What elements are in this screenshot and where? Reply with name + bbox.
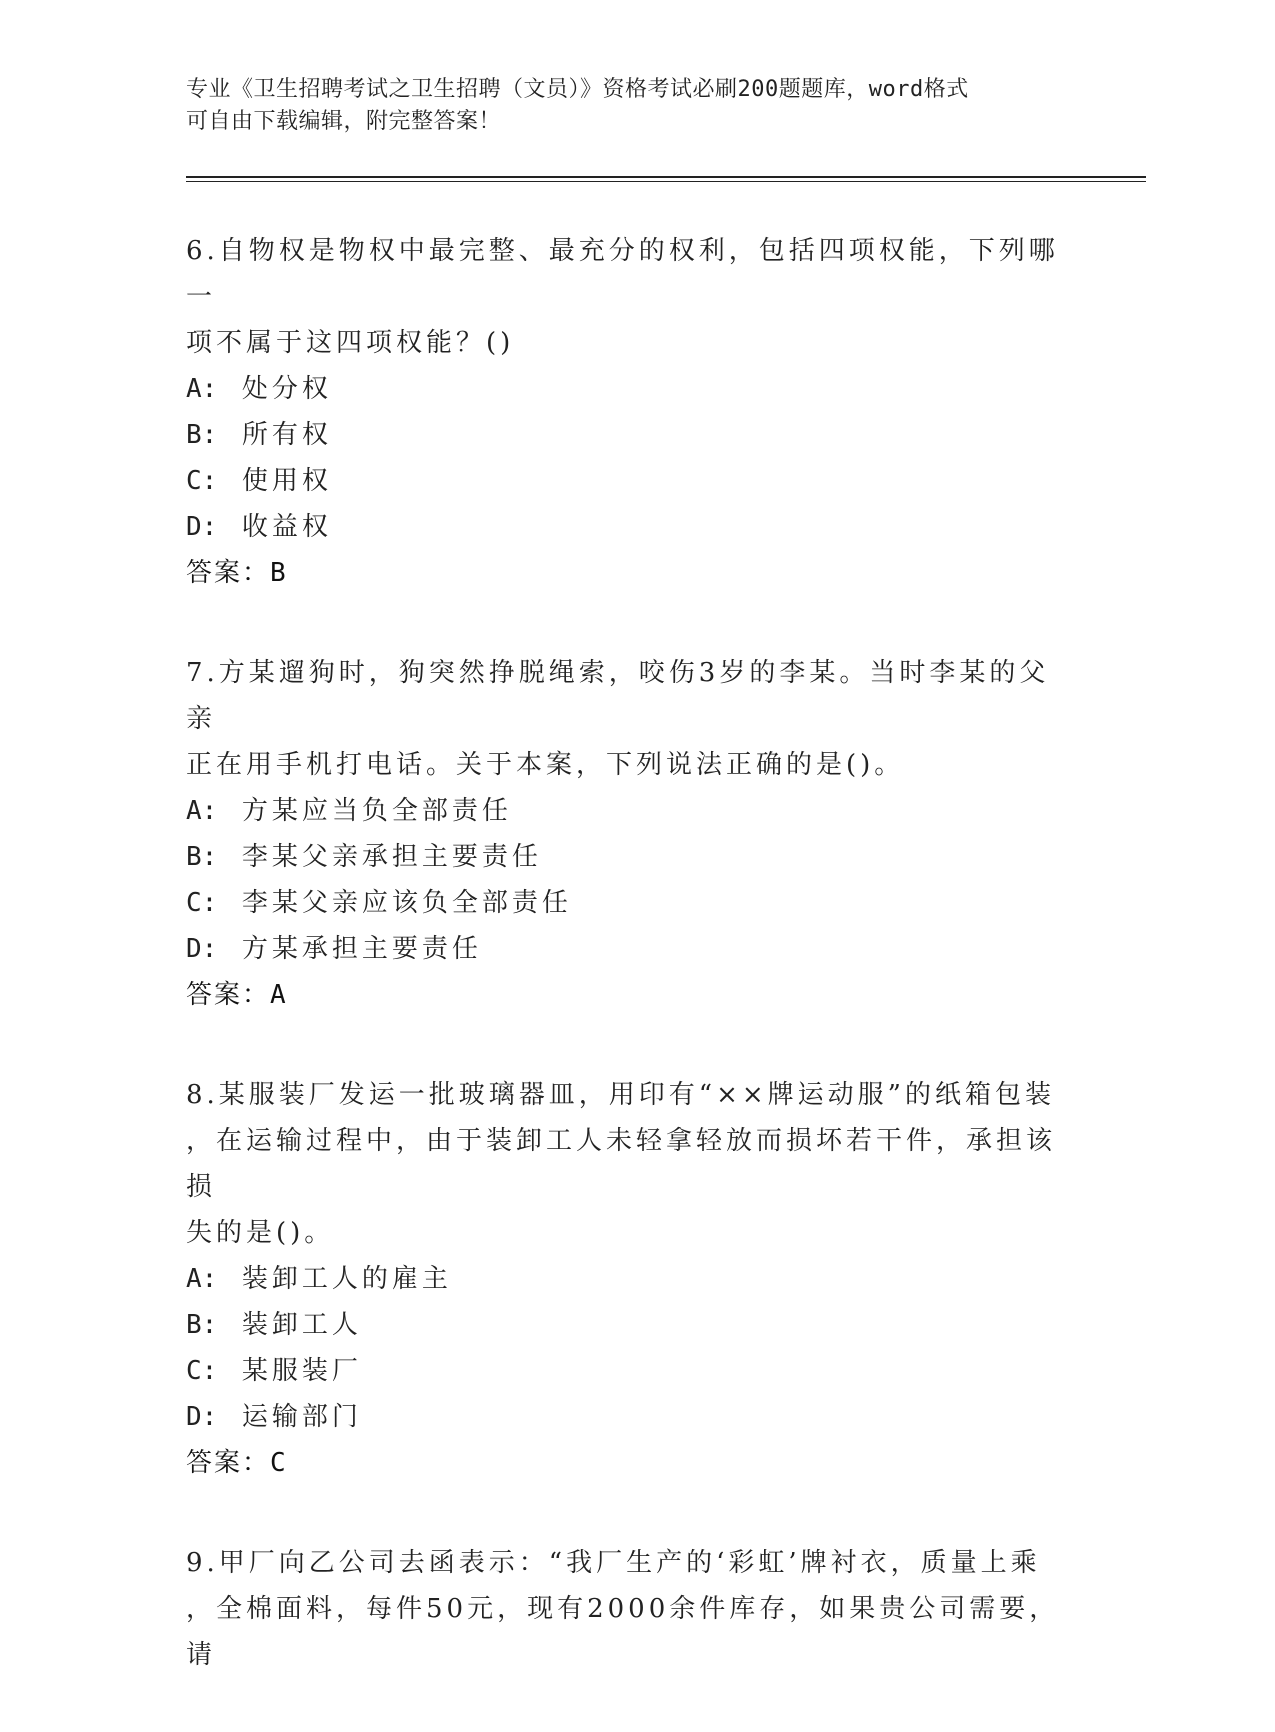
option-text: 装卸工人: [241, 1310, 362, 1340]
option-letter: D:: [186, 1402, 218, 1432]
option-letter: D:: [186, 512, 218, 542]
question-text-line: 正在用手机打电话。关于本案，下列说法正确的是()。: [186, 750, 905, 780]
header-line-2: 可自由下载编辑，附完整答案！: [186, 109, 502, 134]
option-text: 装卸工人的雇主: [241, 1264, 452, 1294]
header-divider: [186, 176, 1146, 178]
option-a: [186, 366, 1066, 412]
answer-label: 答案：: [186, 558, 271, 588]
option-a: [186, 788, 1066, 834]
option-letter: D:: [186, 934, 218, 964]
option-text: 使用权: [241, 466, 332, 496]
option-letter: C:: [186, 466, 218, 496]
option-letter: A:: [186, 796, 218, 826]
answer-value: C: [270, 1448, 288, 1478]
answer-value: A: [270, 980, 288, 1010]
option-letter: C:: [186, 888, 218, 918]
answer-line: [186, 972, 1066, 1018]
option-text: 某服装厂: [241, 1356, 362, 1386]
question-block: [186, 650, 1066, 1018]
question-text-line: ，全棉面料，每件50元，现有2000余件库存，如果贵公司需要，请: [186, 1594, 1060, 1670]
question-block: [186, 1072, 1066, 1486]
option-d: [186, 926, 1066, 972]
option-text: 李某父亲承担主要责任: [241, 842, 542, 872]
question-text-line: 8.某服装厂发运一批玻璃器皿，用印有“××牌运动服”的纸箱包装: [186, 1080, 1055, 1110]
option-text: 运输部门: [241, 1402, 362, 1432]
question-text-line: 项不属于这四项权能？(): [186, 328, 515, 358]
option-b: [186, 412, 1066, 458]
option-letter: A:: [186, 1264, 218, 1294]
question-block: [186, 1540, 1066, 1678]
header-line-1: 专业《卫生招聘考试之卫生招聘（文员）》资格考试必刷200题题库，word格式: [186, 77, 969, 102]
answer-label: 答案：: [186, 980, 271, 1010]
option-text: 方某承担主要责任: [241, 934, 482, 964]
option-text: 所有权: [241, 420, 332, 450]
question-block: [186, 228, 1066, 596]
option-text: 收益权: [241, 512, 332, 542]
option-c: [186, 880, 1066, 926]
document-header: [186, 74, 1066, 138]
question-text-line: 7.方某遛狗时，狗突然挣脱绳索，咬伤3岁的李某。当时李某的父亲: [186, 658, 1050, 734]
option-c: [186, 458, 1066, 504]
option-a: [186, 1256, 1066, 1302]
question-text-line: 9.甲厂向乙公司去函表示：“我厂生产的‘彩虹’牌衬衣，质量上乘: [186, 1548, 1041, 1578]
option-b: [186, 1302, 1066, 1348]
option-letter: B:: [186, 420, 218, 450]
question-list: [186, 228, 1066, 1732]
option-letter: B:: [186, 1310, 218, 1340]
header-divider-thin: [186, 181, 1146, 182]
answer-label: 答案：: [186, 1448, 271, 1478]
option-b: [186, 834, 1066, 880]
question-text-line: ，在运输过程中，由于装卸工人未轻拿轻放而损坏若干件，承担该损: [186, 1126, 1057, 1202]
option-letter: A:: [186, 374, 218, 404]
option-d: [186, 504, 1066, 550]
option-text: 方某应当负全部责任: [241, 796, 512, 826]
option-letter: C:: [186, 1356, 218, 1386]
question-text-line: 失的是()。: [186, 1218, 335, 1248]
option-text: 李某父亲应该负全部责任: [241, 888, 572, 918]
option-letter: B:: [186, 842, 218, 872]
question-text-line: 6.自物权是物权中最完整、最充分的权利，包括四项权能，下列哪一: [186, 236, 1059, 312]
answer-line: [186, 1440, 1066, 1486]
answer-value: B: [270, 558, 288, 588]
option-d: [186, 1394, 1066, 1440]
option-c: [186, 1348, 1066, 1394]
option-text: 处分权: [241, 374, 332, 404]
answer-line: [186, 550, 1066, 596]
